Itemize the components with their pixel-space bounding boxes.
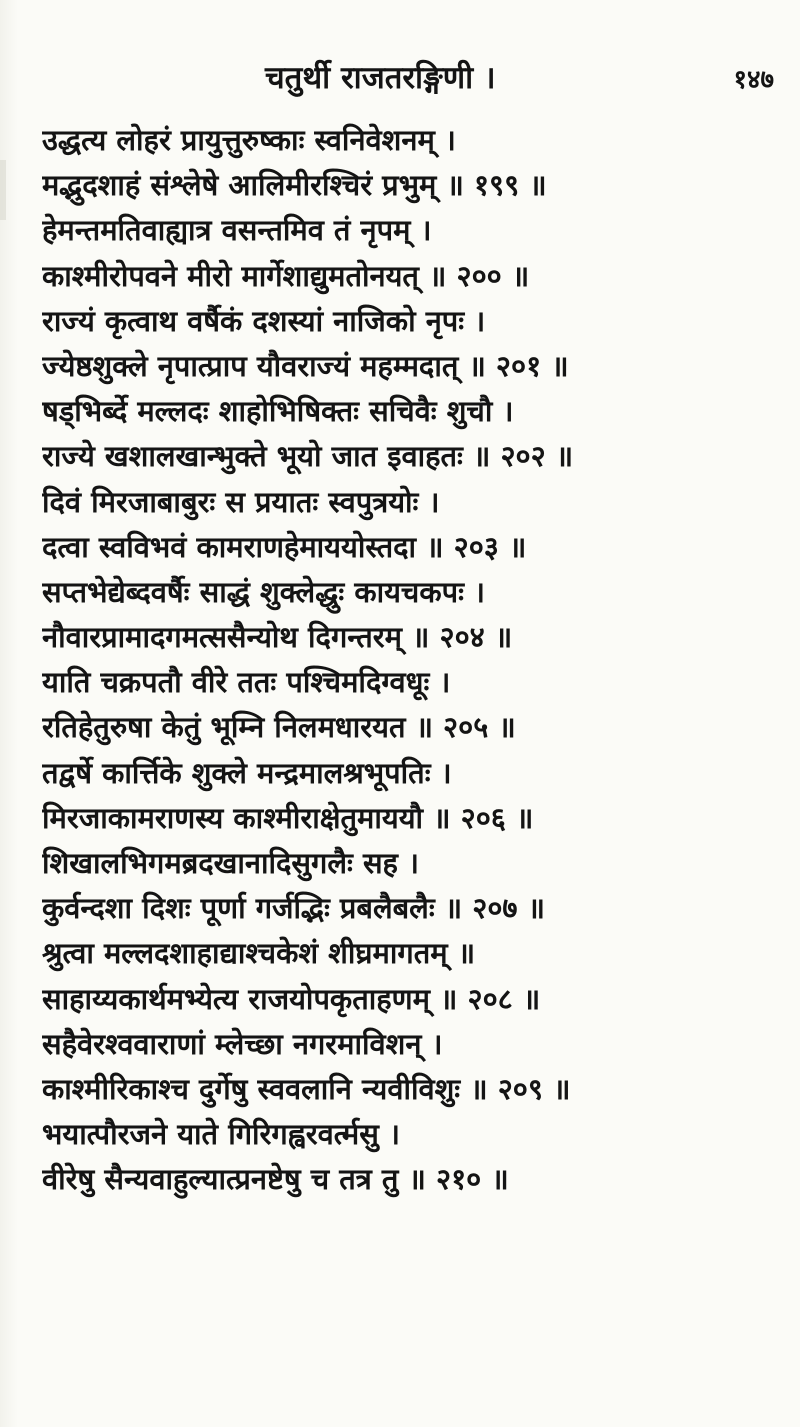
page-number: १४७ bbox=[733, 65, 774, 95]
verse-210 bbox=[42, 1112, 772, 1202]
verse-line: सप्तभेद्येब्दवर्षैः साद्धं शुक्लेद्धुः कायचकपः । bbox=[42, 574, 486, 609]
verse-199 bbox=[42, 118, 772, 208]
verse-line: षड्भिर्ब्दे मल्लदः शाहोभिषिक्तः सचिवैः शुचौ । bbox=[42, 394, 514, 429]
page-header bbox=[0, 50, 800, 110]
verse-line: ज्येष्ठशुक्ले नृपात्प्राप यौवराज्यं महम्मदात् ॥ २०१ ॥ bbox=[42, 348, 569, 383]
verse-line: राज्ये खशालखान्भुक्ते भूयो जात इवाहतः ॥ २०२ ॥ bbox=[42, 439, 574, 474]
verse-line: शिखालभिगमब्रदखानादिसुगलैः सह । bbox=[42, 846, 420, 880]
verse-209 bbox=[42, 1022, 772, 1112]
verse-line: सहैवेरश्ववाराणां म्लेच्छा नगरमाविशन् । bbox=[42, 1026, 443, 1061]
verse-line: तद्वर्षे कार्त्तिके शुक्ले मन्द्रमालश्रभूपतिः । bbox=[42, 755, 452, 790]
verse-line: दिवं मिरजाबाबुरः स प्रयातः स्वपुत्रयोः । bbox=[42, 484, 440, 519]
verse-line: हेमन्तमतिवाह्यात्र वसन्तमिव तं नृपम् । bbox=[42, 213, 432, 248]
verse-201 bbox=[42, 299, 772, 389]
verse-line: श्रुत्वा मल्लदशाहाद्याश्चकेशं शीघ्रमागतम् ॥ bbox=[42, 936, 476, 971]
verse-line: काश्मीरिकाश्च दुर्गेषु स्ववलानि न्यवीविशुः ॥ २०९ ॥ bbox=[42, 1071, 571, 1106]
verse-207 bbox=[42, 841, 772, 931]
verse-203 bbox=[42, 480, 772, 570]
verse-line: वीरेषु सैन्यवाहुल्यात्प्रनष्टेषु च तत्र तु ॥ २१० ॥ bbox=[42, 1162, 509, 1197]
verse-208 bbox=[42, 931, 772, 1021]
verse-line: भयात्पौरजने याते गिरिगह्वरवर्त्मसु । bbox=[42, 1117, 400, 1152]
verse-line: रतिहेतुरुषा केतुं भूम्नि निलमधारयत ॥ २०५ ॥ bbox=[42, 710, 516, 745]
verse-line: मद्भुदशाहं संश्लेषे आलिमीरश्चिरं प्रभुम् ॥ १९९ ॥ bbox=[42, 168, 547, 203]
verse-200 bbox=[42, 208, 772, 298]
verse-202 bbox=[42, 389, 772, 479]
verse-line: मिरजाकामराणस्य काश्मीराक्षेतुमाययौ ॥ २०६ ॥ bbox=[42, 800, 534, 835]
binding-shadow bbox=[0, 160, 6, 220]
verse-block bbox=[42, 118, 772, 1203]
verse-line: राज्यं कृत्वाथ वर्षैकं दशस्यां नाजिको नृपः । bbox=[42, 303, 486, 338]
verse-line: याति चक्रपतौ वीरे ततः पश्चिमदिग्वधूः । bbox=[42, 665, 451, 700]
verse-line: कुर्वन्दशा दिशः पूर्णा गर्जद्भिः प्रबलैबलैः ॥ २०७ ॥ bbox=[42, 891, 545, 926]
verse-206 bbox=[42, 751, 772, 841]
verse-204 bbox=[42, 570, 772, 660]
running-title: चतुर्थी राजतरङ्गिणी । bbox=[265, 60, 496, 96]
verse-line: काश्मीरोपवने मीरो मार्गेशाद्युमतोनयत् ॥ २०० ॥ bbox=[42, 258, 530, 293]
verse-line: नौवारप्रामादगमत्ससैन्योथ दिगन्तरम् ॥ २०४ ॥ bbox=[42, 620, 513, 655]
verse-205 bbox=[42, 660, 772, 750]
verse-line: साहाय्यकार्थमभ्येत्य राजयोपकृताहणम् ॥ २०८ ॥ bbox=[42, 981, 541, 1016]
verse-line: दत्वा स्वविभवं कामराणहेमाययोस्तदा ॥ २०३ ॥ bbox=[42, 529, 527, 564]
verse-line: उद्धत्य लोहरं प्रायुत्तुरुष्काः स्वनिवेशनम् । bbox=[42, 123, 456, 157]
